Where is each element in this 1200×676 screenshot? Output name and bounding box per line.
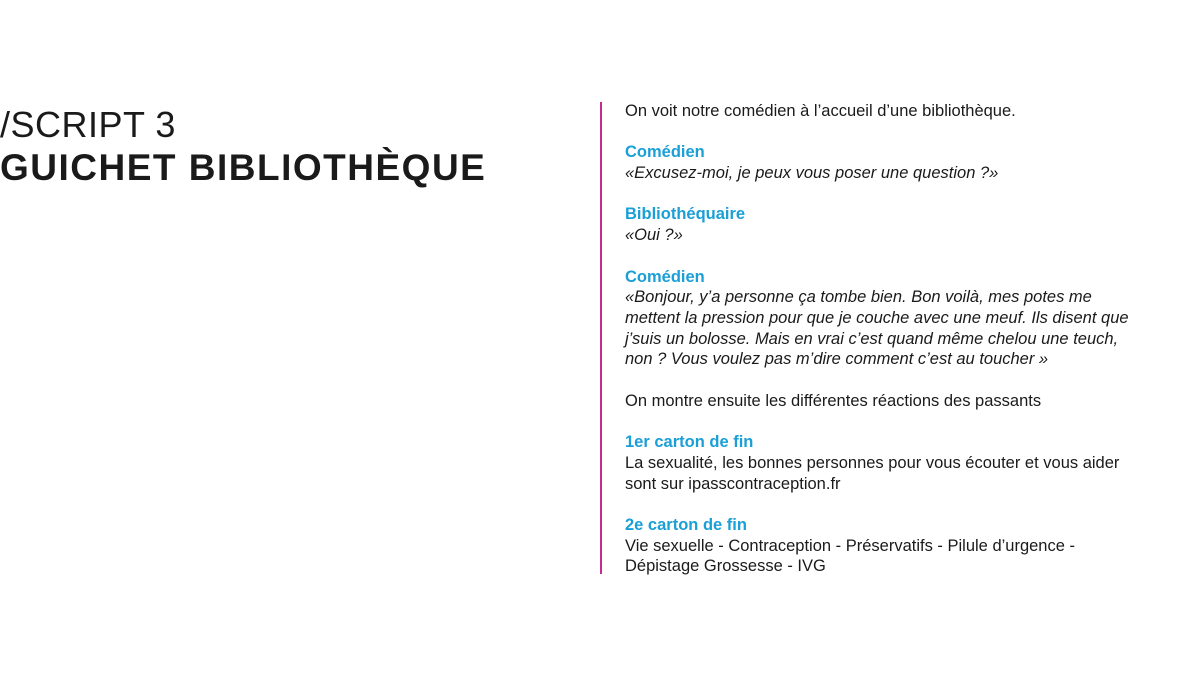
transition-block bbox=[625, 391, 1185, 412]
transition-text: On montre ensuite les différentes réactions des passants bbox=[625, 391, 1042, 410]
dialogue-text: «Excusez-moi, je peux vous poser une question ?» bbox=[625, 164, 999, 183]
dialogue-block-2 bbox=[625, 204, 1185, 245]
speaker-name: Bibliothéquaire bbox=[625, 205, 746, 224]
end-card-line: Dépistage Grossesse - IVG bbox=[625, 557, 826, 576]
dialogue-line: j’suis un bolosse. Mais en vrai c’est quand même chelou une teuch, bbox=[625, 329, 1119, 348]
slide-title bbox=[0, 104, 486, 190]
dialogue-block-1 bbox=[625, 142, 1185, 183]
end-card-2 bbox=[625, 515, 1185, 577]
end-card-line: sont sur ipasscontraception.fr bbox=[625, 474, 841, 493]
dialogue-text: «Oui ?» bbox=[625, 226, 683, 245]
script-body bbox=[625, 101, 1185, 598]
dialogue-line: mettent la pression pour que je couche avec une meuf. Ils disent que bbox=[625, 308, 1129, 327]
dialogue-line: «Bonjour, y’a personne ça tombe bien. Bon voilà, mes potes me bbox=[625, 288, 1092, 307]
speaker-name: Comédien bbox=[625, 267, 705, 286]
end-card-heading: 2e carton de fin bbox=[625, 515, 747, 534]
end-card-1 bbox=[625, 432, 1185, 494]
dialogue-line: non ? Vous voulez pas m’dire comment c’est au toucher » bbox=[625, 350, 1049, 369]
end-card-line: La sexualité, les bonnes personnes pour vous écouter et vous aider bbox=[625, 453, 1120, 472]
intro-text: On voit notre comédien à l’accueil d’une bibliothèque. bbox=[625, 102, 1016, 120]
end-card-heading: 1er carton de fin bbox=[625, 433, 754, 452]
vertical-divider bbox=[600, 102, 602, 574]
script-number: /SCRIPT 3 bbox=[0, 104, 176, 145]
intro-block bbox=[625, 101, 1185, 122]
end-card-line: Vie sexuelle - Contraception - Préservatifs - Pilule d’urgence - bbox=[625, 536, 1075, 555]
dialogue-block-3 bbox=[625, 267, 1185, 371]
speaker-name: Comédien bbox=[625, 143, 705, 162]
script-title: GUICHET BIBLIOTHÈQUE bbox=[0, 147, 487, 188]
